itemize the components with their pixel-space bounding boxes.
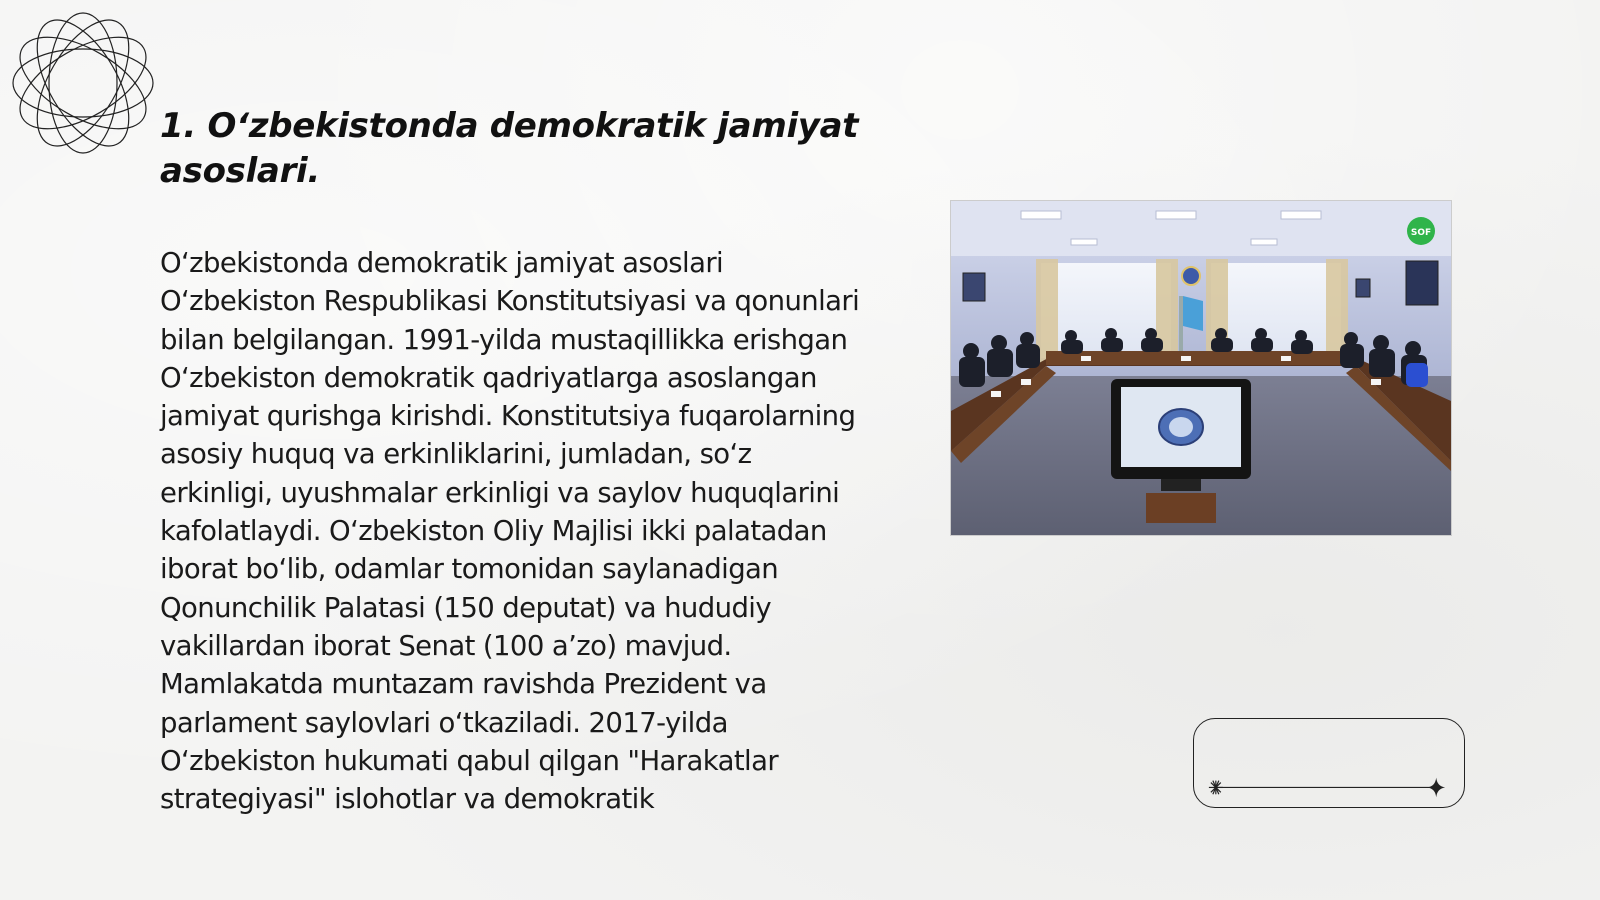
orbit-rings-decoration (10, 10, 156, 156)
conference-meeting-photo (950, 200, 1452, 536)
sparkle-icon (1209, 781, 1223, 795)
decorative-rounded-box (1193, 718, 1465, 808)
slide-body-text: O‘zbekistonda demokratik jamiyat asoslari O‘zbekiston Respublikasi Konstitutsiyasi va qonunlari bilan belgilangan. 1991-yilda mustaqillikka erishgan O‘zbekiston demokratik qadriyatlarga asoslangan jamiyat qurishga kirishdi. Konstitutsiya fuqarolarning asosiy huquq va erkinliklarini, jumladan, so‘z erkinligi, uyushmalar erkinligi va saylov huquqlarini kafolatlaydi. O‘zbekiston Oliy Majlisi ikki palatadan iborat bo‘lib, odamlar tomonidan saylanadigan Qonunchilik Palatasi (150 deputat) va hududiy vakillardan iborat Senat (100 a’zo) mavjud. Mamlakatda muntazam ravishda Prezident va parlament saylovlari o‘tkaziladi. 2017-yilda O‘zbekiston hukumati qabul qilgan "Harakatlar strategiyasi" islohotlar va demokratik (160, 247, 860, 816)
slide-title: 1. O‘zbekistonda demokratik jamiyat asoslari. (160, 106, 859, 191)
star-icon (1427, 778, 1445, 798)
photo-watermark-label: SOF (1410, 228, 1432, 238)
